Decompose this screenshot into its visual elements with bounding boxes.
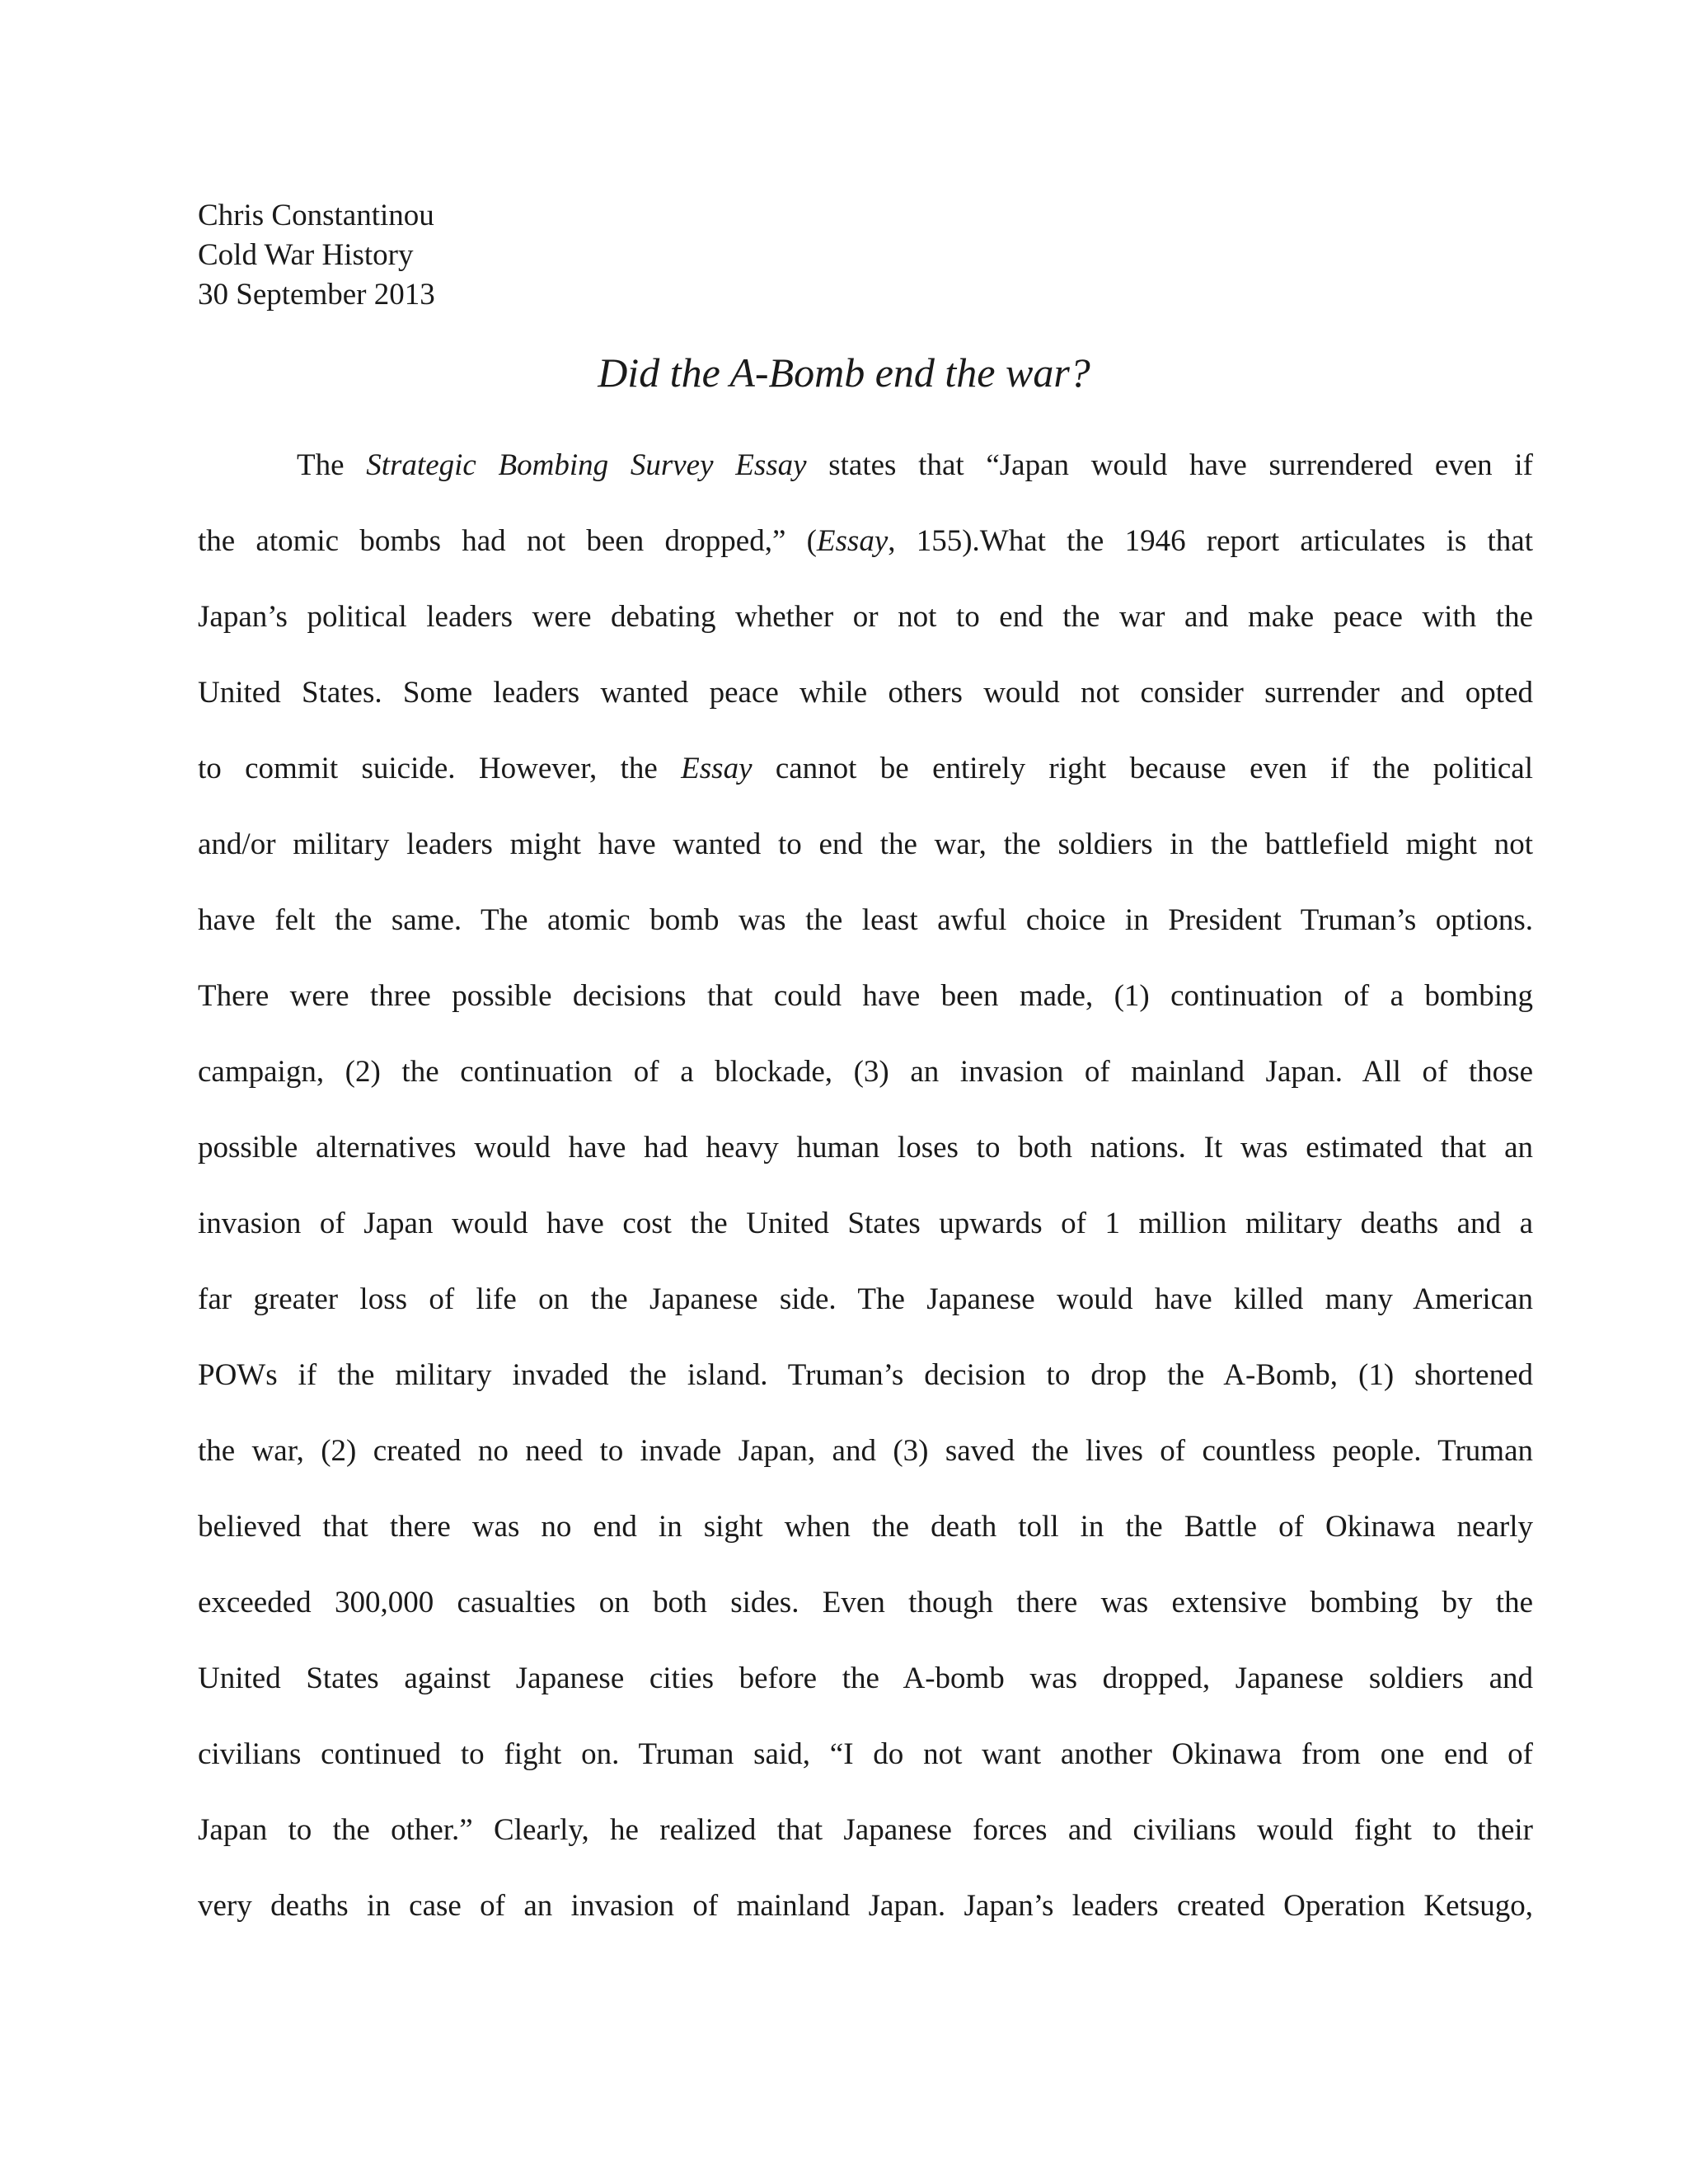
essay-citation-italic: Essay	[816, 524, 889, 558]
body-line-19: Japan to the other.” Clearly, he realized that Japanese forces and civilians would fight to their	[198, 1813, 1533, 1847]
body-line-13: POWs if the military invaded the island. Truman’s decision to drop the A-Bomb, (1) shortened	[198, 1358, 1533, 1392]
body-line-1	[198, 445, 1533, 521]
body-line-4: United States. Some leaders wanted peace while others would not consider surrender and opted	[198, 676, 1533, 710]
body-line-6: and/or military leaders might have wanted to end the war, the soldiers in the battlefield might not	[198, 827, 1533, 861]
body-line-14: the war, (2) created no need to invade Japan, and (3) saved the lives of countless people. Truman	[198, 1434, 1533, 1468]
body-line-8: There were three possible decisions that could have been made, (1) continuation of a bombing	[198, 979, 1533, 1013]
essay-body	[198, 445, 1533, 1961]
body-line-11: invasion of Japan would have cost the United States upwards of 1 million military deaths and a	[198, 1207, 1533, 1240]
body-line-9: campaign, (2) the continuation of a blockade, (3) an invasion of mainland Japan. All of those	[198, 1055, 1533, 1089]
body-line-15: believed that there was no end in sight when the death toll in the Battle of Okinawa nearly	[198, 1510, 1533, 1544]
header-block	[198, 196, 435, 315]
body-line-17: United States against Japanese cities before the A-bomb was dropped, Japanese soldiers and	[198, 1661, 1533, 1695]
essay-mention-italic: Essay	[681, 752, 753, 785]
body-line-2	[198, 521, 1533, 597]
essay-title: Did the A-Bomb end the war?	[598, 349, 1090, 396]
document-date: 30 September 2013	[198, 278, 435, 312]
body-line-1-pre: The	[297, 448, 367, 482]
course-name: Cold War History	[198, 238, 414, 272]
body-line-7: have felt the same. The atomic bomb was the least awful choice in President Truman’s options.	[198, 903, 1533, 937]
body-line-5	[198, 748, 1533, 824]
body-line-3: Japan’s political leaders were debating whether or not to end the war and make peace with the	[198, 600, 1533, 634]
essay-reference-italic: Strategic Bombing Survey Essay	[366, 448, 807, 482]
body-line-10: possible alternatives would have had heavy human loses to both nations. It was estimated that an	[198, 1131, 1533, 1165]
body-line-16: exceeded 300,000 casualties on both sides. Even though there was extensive bombing by the	[198, 1586, 1533, 1619]
body-line-5-post: cannot be entirely right because even if the political	[752, 752, 1533, 785]
body-line-18: civilians continued to fight on. Truman said, “I do not want another Okinawa from one end of	[198, 1737, 1533, 1771]
body-line-5-pre: to commit suicide. However, the	[198, 752, 682, 785]
body-line-2-post: , 155).What the 1946 report articulates is that	[888, 524, 1533, 558]
body-line-1-post: states that “Japan would have surrendered even if	[806, 448, 1533, 482]
body-line-20: very deaths in case of an invasion of mainland Japan. Japan’s leaders created Operation Ketsugo,	[198, 1889, 1533, 1923]
body-line-12: far greater loss of life on the Japanese side. The Japanese would have killed many American	[198, 1282, 1533, 1316]
body-line-2-pre: the atomic bombs had not been dropped,” (	[198, 524, 817, 558]
author-name: Chris Constantinou	[198, 199, 434, 232]
